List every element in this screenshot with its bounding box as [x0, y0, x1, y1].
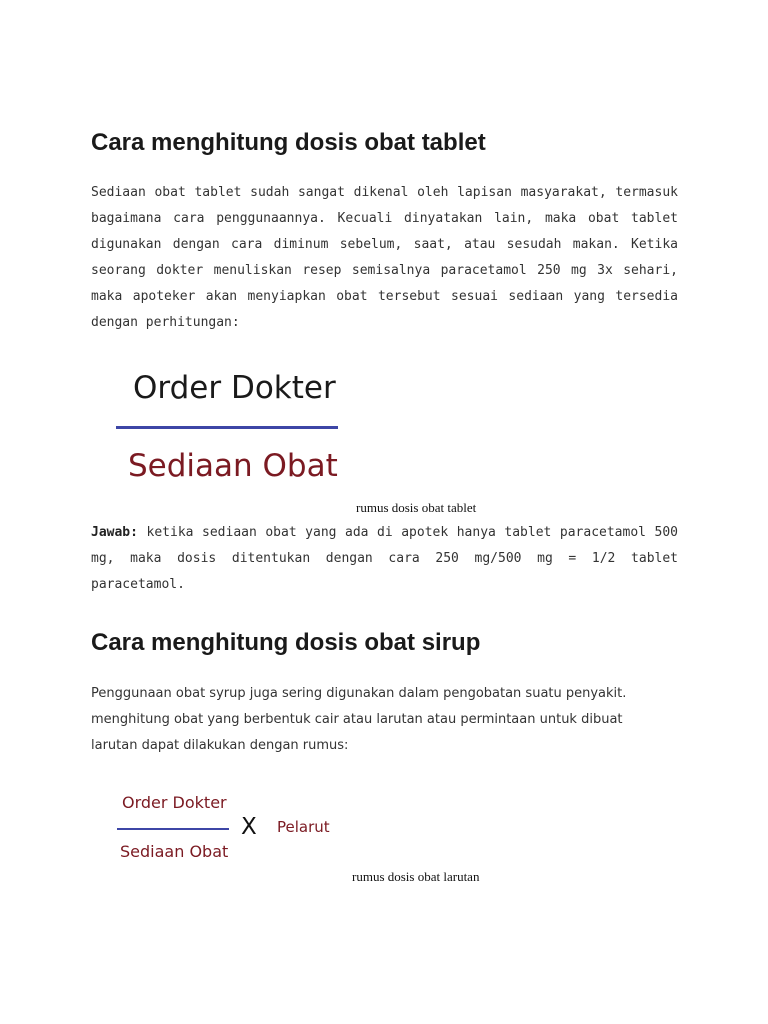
paragraph-tablet-answer	[91, 520, 678, 598]
formula-multiplier: Pelarut	[277, 818, 330, 836]
image-caption-tablet: rumus dosis obat tablet	[356, 500, 477, 515]
paragraph-line: dengan perhitungan:	[91, 315, 240, 330]
formula-denominator: Sediaan Obat	[128, 448, 338, 484]
paragraph-syrup-intro	[91, 681, 691, 759]
paragraph-line	[91, 520, 678, 546]
paragraph-line: Sediaan obat tablet sudah sangat dikenal oleh lapisan masyarakat, termasuk	[91, 185, 678, 200]
multiply-operator: X	[241, 814, 257, 840]
section-heading-syrup: Cara menghitung dosis obat sirup	[91, 629, 481, 656]
formula-denominator: Sediaan Obat	[120, 842, 229, 861]
paragraph-line: seorang dokter menuliskan resep semisalnya paracetamol 250 mg 3x sehari,	[91, 263, 678, 278]
paragraph-line: bagaimana cara penggunaannya. Kecuali dinyatakan lain, maka obat tablet	[91, 211, 678, 226]
image-caption-syrup: rumus dosis obat larutan	[352, 869, 480, 884]
paragraph-line: digunakan dengan cara diminum sebelum, saat, atau sesudah makan. Ketika	[91, 237, 678, 252]
paragraph-line: Penggunaan obat syrup juga sering digunakan dalam pengobatan suatu penyakit.	[91, 686, 627, 701]
answer-text: ketika sediaan obat yang ada di apotek hanya tablet paracetamol 500	[146, 525, 678, 540]
fraction-line	[116, 426, 338, 429]
formula-numerator: Order Dokter	[133, 370, 336, 406]
paragraph-tablet-intro	[91, 180, 678, 336]
paragraph-line: menghitung obat yang berbentuk cair atau larutan atau permintaan untuk dibuat	[91, 712, 623, 727]
answer-label: Jawab:	[91, 525, 138, 540]
paragraph-line: larutan dapat dilakukan dengan rumus:	[91, 738, 349, 753]
paragraph-line: maka apoteker akan menyiapkan obat tersebut sesuai sediaan yang tersedia	[91, 289, 678, 304]
formula-numerator: Order Dokter	[122, 793, 227, 812]
paragraph-line: paracetamol.	[91, 577, 185, 592]
fraction-line	[117, 828, 229, 830]
section-heading-tablet: Cara menghitung dosis obat tablet	[91, 129, 486, 156]
paragraph-line: mg, maka dosis ditentukan dengan cara 250 mg/500 mg = 1/2 tablet	[91, 551, 678, 566]
